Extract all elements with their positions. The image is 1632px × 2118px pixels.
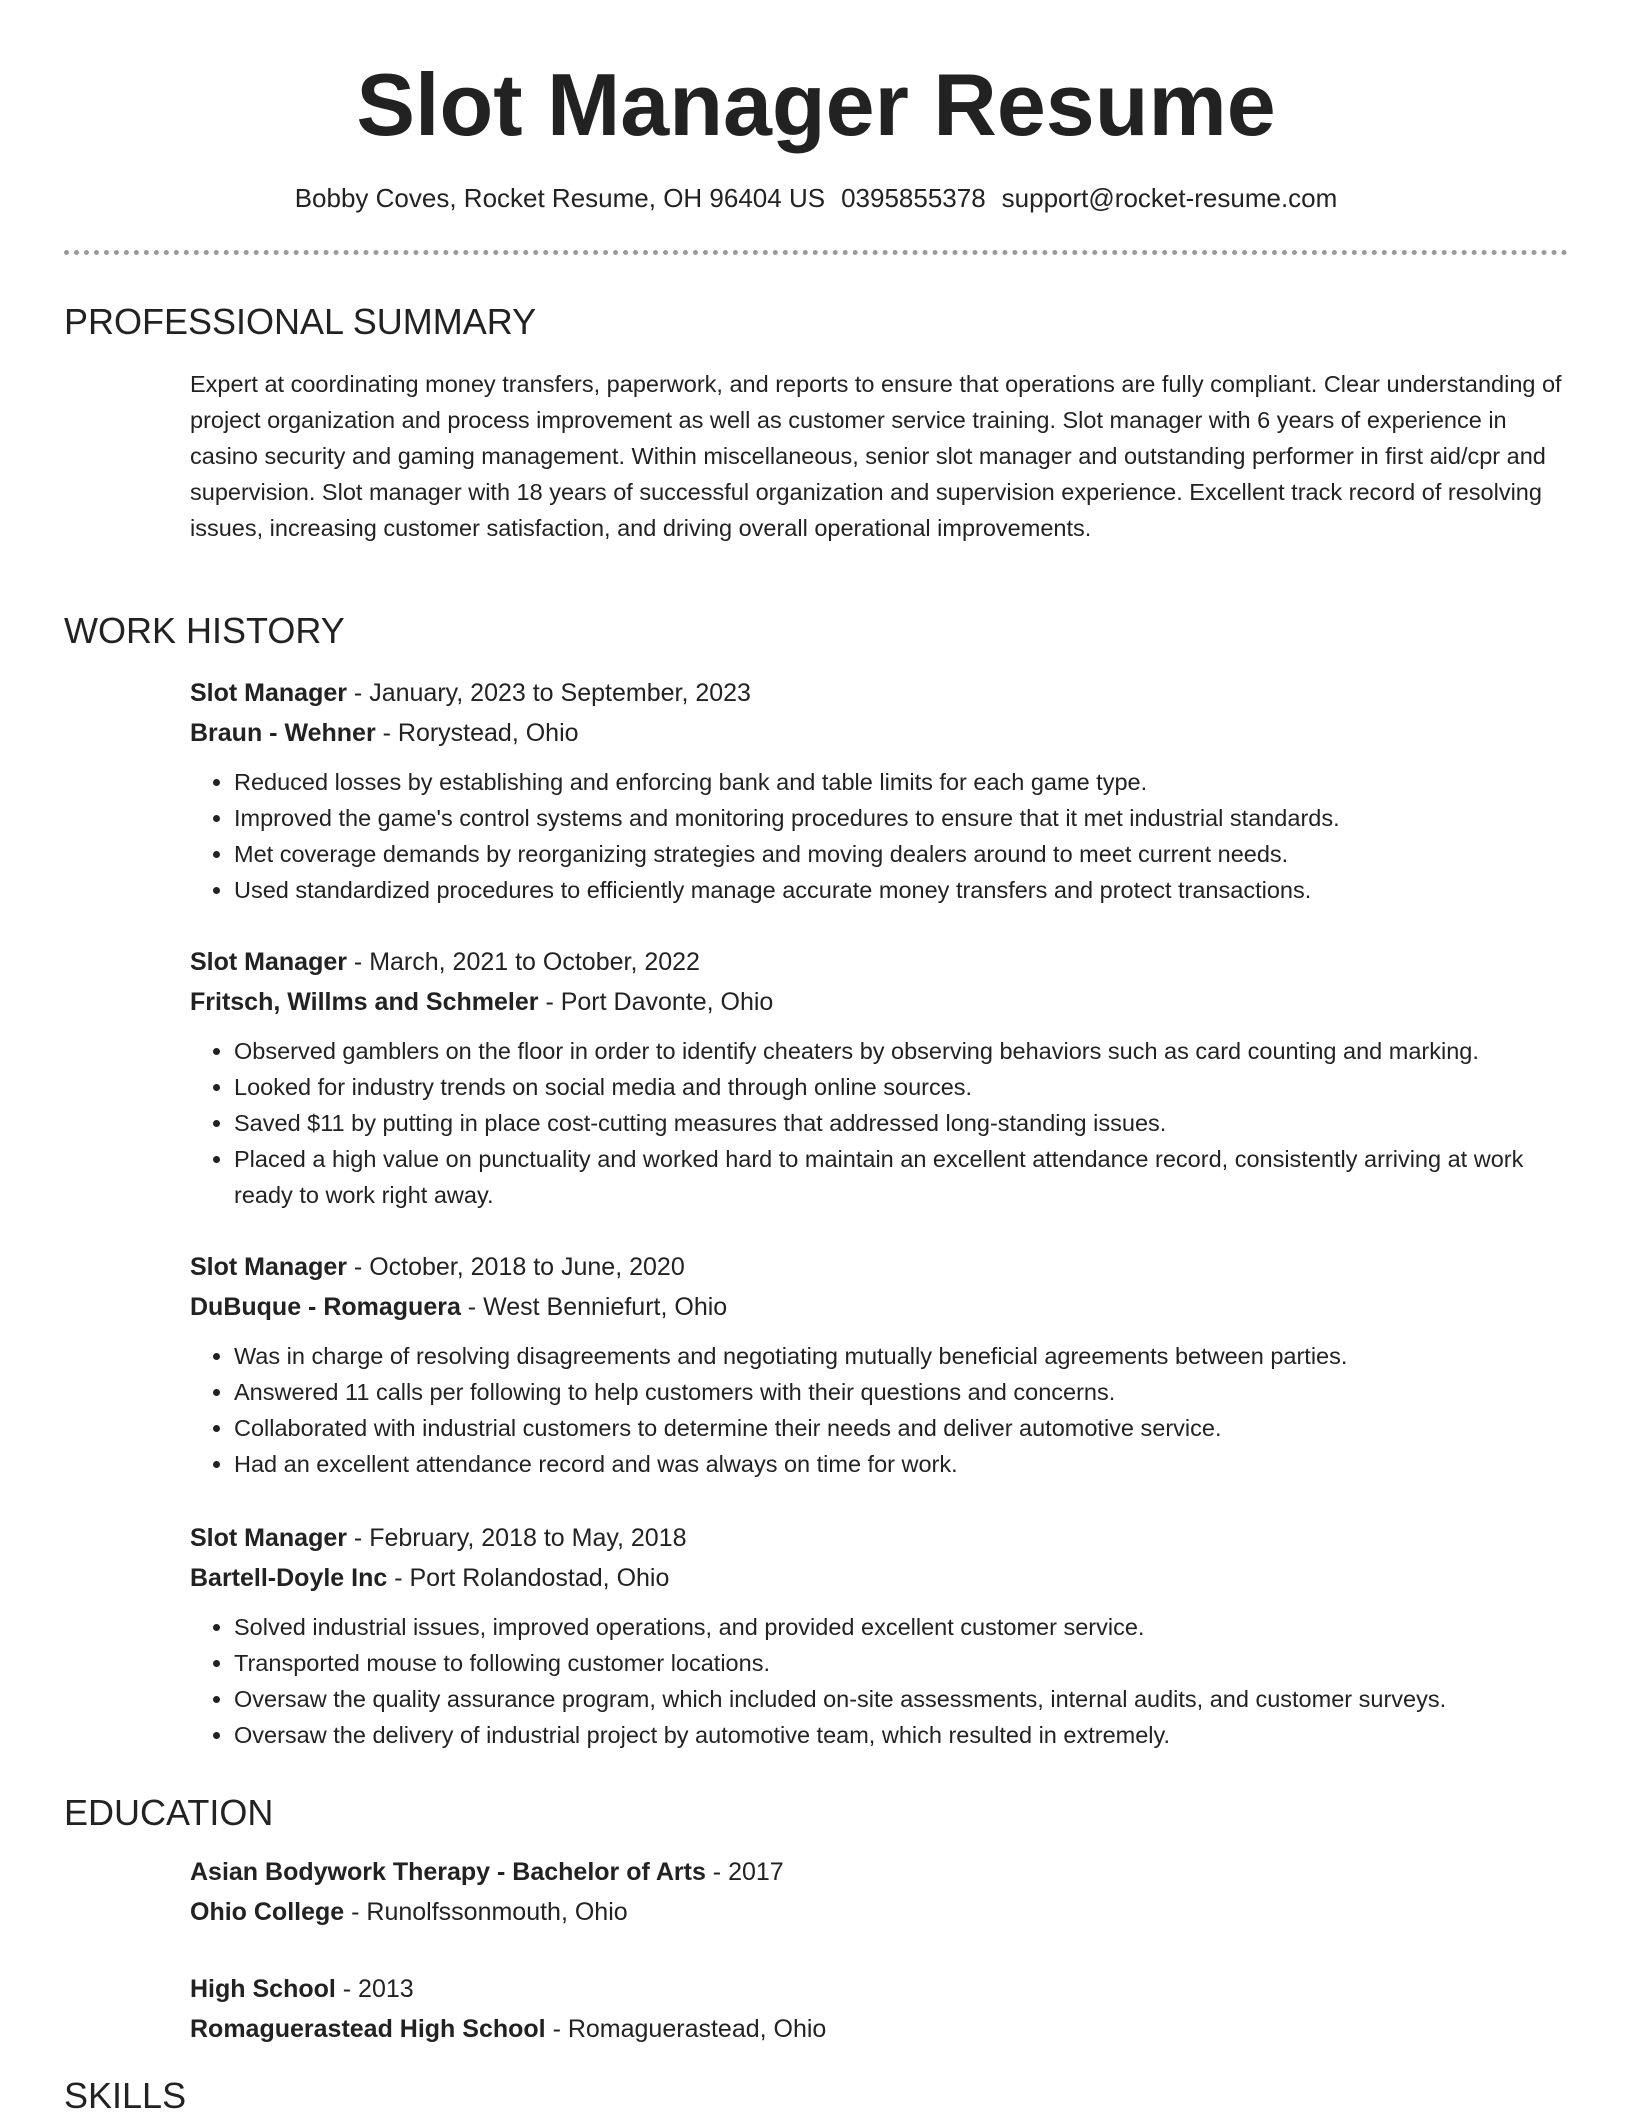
education-entry: [190, 1853, 1570, 1931]
job-location: - West Benniefurt, Ohio: [460, 1293, 728, 1321]
job-bullets: [190, 1609, 1570, 1753]
section-title-summary: PROFESSIONAL SUMMARY: [64, 301, 537, 342]
job-company: DuBuque - Romaguera: [190, 1293, 461, 1321]
section-title-education: EDUCATION: [64, 1792, 274, 1833]
job-company-line: [190, 714, 1570, 754]
job-company-line: [190, 1559, 1570, 1599]
job-company: Bartell-Doyle Inc: [190, 1564, 388, 1592]
job-bullet: • Looked for industry trends on social media and through online sources.: [234, 1069, 1570, 1105]
job-title: Slot Manager: [190, 679, 347, 707]
education-location: - Runolfssonmouth, Ohio: [344, 1898, 628, 1926]
job-bullet: • Reduced losses by establishing and enforcing bank and table limits for each game type.: [234, 764, 1570, 800]
job-title: Slot Manager: [190, 1524, 347, 1552]
job-location: - Port Rolandostad, Ohio: [387, 1564, 670, 1592]
job-entry: [190, 1519, 1570, 1753]
job-entry: [190, 943, 1570, 1213]
job-bullet: • Observed gamblers on the floor in order to identify cheaters by observing behaviors such as card counting and marking.: [234, 1033, 1570, 1069]
job-company-line: [190, 1288, 1570, 1328]
job-title: Slot Manager: [190, 1253, 347, 1281]
education-degree: High School: [190, 1975, 336, 2003]
job-dates: - February, 2018 to May, 2018: [346, 1524, 687, 1552]
job-dates: - January, 2023 to September, 2023: [346, 679, 751, 707]
section-title-work-history: WORK HISTORY: [64, 610, 345, 651]
job-title: Slot Manager: [190, 948, 347, 976]
summary-text: Expert at coordinating money transfers, paperwork, and reports to ensure that operations are fully compliant. Clear understanding of project organization and process improvement as well as customer service training. Slot manager with 6 years of experience in casino security and gaming management. Within miscellaneous, senior slot manager and outstanding performer in first aid/cpr and supervision. Slot manager with 18 years of successful organization and supervision experience. Excellent track record of resolving issues, increasing customer satisfaction, and driving overall operational improvements.: [190, 371, 1562, 541]
job-bullets: [190, 764, 1570, 908]
job-location: - Port Davonte, Ohio: [538, 988, 774, 1016]
job-bullet: • Solved industrial issues, improved operations, and provided excellent customer service.: [234, 1609, 1570, 1645]
education-school: Romaguerastead High School: [190, 2015, 546, 2043]
job-dates: - March, 2021 to October, 2022: [346, 948, 700, 976]
job-bullet: • Used standardized procedures to efficiently manage accurate money transfers and protect transactions.: [234, 872, 1570, 908]
job-bullet: • Placed a high value on punctuality and worked hard to maintain an excellent attendance record, consistently arriving at work ready to work right away.: [234, 1141, 1570, 1213]
job-bullet: • Improved the game's control systems and monitoring procedures to ensure that it met industrial standards.: [234, 800, 1570, 836]
job-title-line: [190, 1248, 1570, 1286]
education-degree-line: [190, 1970, 1570, 2008]
job-bullets: [190, 1033, 1570, 1213]
job-location: - Rorystead, Ohio: [375, 719, 579, 747]
education-school-line: [190, 1893, 1570, 1931]
contact-line: [0, 180, 1632, 216]
job-entry: [190, 1248, 1570, 1482]
job-bullet: • Had an excellent attendance record and was always on time for work.: [234, 1446, 1570, 1482]
job-bullet: • Oversaw the quality assurance program, which included on-site assessments, internal audits, and customer surveys.: [234, 1681, 1570, 1717]
job-bullet: • Transported mouse to following customer locations.: [234, 1645, 1570, 1681]
education-degree: Asian Bodywork Therapy - Bachelor of Arts: [190, 1858, 706, 1886]
job-dates: - October, 2018 to June, 2020: [346, 1253, 685, 1281]
header-divider: [64, 250, 1568, 255]
section-title-skills: SKILLS: [64, 2075, 187, 2116]
job-company: Braun - Wehner: [190, 719, 376, 747]
education-school: Ohio College: [190, 1898, 345, 1926]
job-bullet: • Oversaw the delivery of industrial project by automotive team, which resulted in extremely.: [234, 1717, 1570, 1753]
education-year: - 2013: [335, 1975, 414, 2003]
education-entry: [190, 1970, 1570, 2048]
contact-email: support@rocket-resume.com: [1001, 183, 1338, 213]
education-degree-line: [190, 1853, 1570, 1891]
job-entry: [190, 674, 1570, 908]
job-bullet: • Was in charge of resolving disagreements and negotiating mutually beneficial agreements between parties.: [234, 1338, 1570, 1374]
job-title-line: [190, 1519, 1570, 1557]
job-title-line: [190, 943, 1570, 981]
job-company-line: [190, 983, 1570, 1023]
contact-phone: 0395855378: [841, 183, 986, 213]
job-bullet: • Saved $11 by putting in place cost-cutting measures that addressed long-standing issues.: [234, 1105, 1570, 1141]
job-bullet: • Answered 11 calls per following to help customers with their questions and concerns.: [234, 1374, 1570, 1410]
job-company: Fritsch, Willms and Schmeler: [190, 988, 539, 1016]
job-bullet: • Collaborated with industrial customers to determine their needs and deliver automotive service.: [234, 1410, 1570, 1446]
contact-address: Bobby Coves, Rocket Resume, OH 96404 US: [294, 183, 826, 213]
education-location: - Romaguerastead, Ohio: [545, 2015, 827, 2043]
resume-title: Slot Manager Resume: [356, 55, 1276, 154]
job-bullet: • Met coverage demands by reorganizing strategies and moving dealers around to meet current needs.: [234, 836, 1570, 872]
education-school-line: [190, 2010, 1570, 2048]
education-year: - 2017: [705, 1858, 784, 1886]
job-title-line: [190, 674, 1570, 712]
job-bullets: [190, 1338, 1570, 1482]
